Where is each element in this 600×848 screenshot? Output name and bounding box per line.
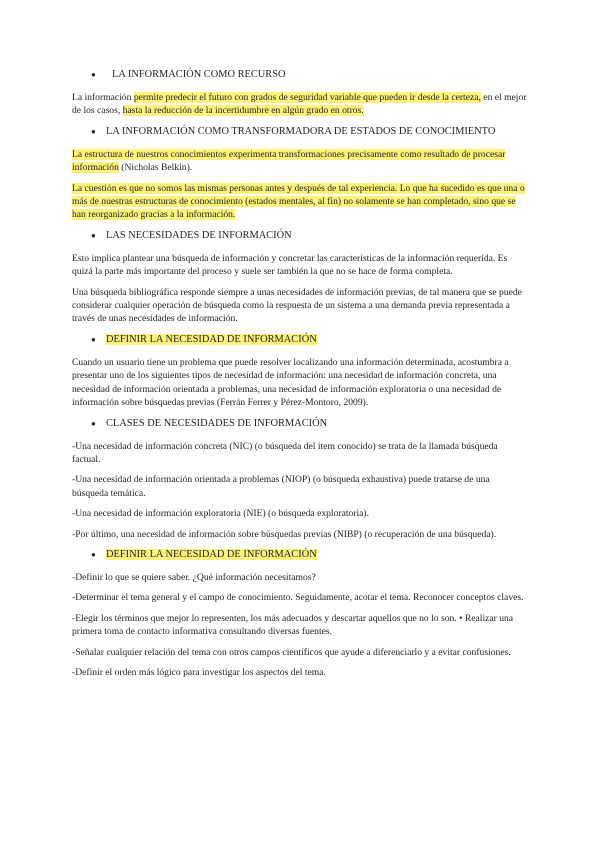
paragraph (72, 182, 528, 222)
paragraph (72, 440, 528, 467)
text-run: La información (72, 92, 134, 103)
paragraph (72, 356, 528, 410)
text-run: -Definir el orden más lógico para investigar los aspectos del tema. (72, 666, 326, 678)
section-heading-text: LA INFORMACIÓN COMO TRANSFORMADORA DE ESTADOS DE CONOCIMIENTO (106, 125, 496, 137)
text-run: -Una necesidad de información exploratoria (NIE) (o búsqueda exploratoria). (72, 508, 370, 520)
text-run: Cuando un usuario tiene un problema que puede resolver localizando una información determinada, acostumbra a presentar uno de los siguientes tipos de necesidad de información: una necesidad de información concreta, una necesidad de información orientada a problemas, una necesidad de información exploratoria o una necesidad de información sobre búsquedas previas (Ferrán Ferrer y Pérez-Montoro, 2009). (72, 356, 509, 409)
text-run: -Una necesidad de información orientada a problemas (NIOP) (o búsqueda exhaustiva) puede tratarse de una búsqueda temática. (72, 474, 490, 499)
section-heading (72, 417, 528, 431)
text-run: en el mejor de los casos, (72, 92, 527, 117)
bullet-icon: ● (91, 70, 96, 79)
section-heading-text: CLASES DE NECESIDADES DE INFORMACIÓN (106, 417, 328, 429)
highlighted-text: La estructura de nuestros conocimientos experimenta transformaciones precisamente como resultado de procesar información (72, 148, 506, 174)
section-heading (72, 548, 528, 562)
bullet-icon: ● (91, 126, 96, 136)
bullet-icon: ● (91, 230, 96, 240)
highlighted-text: La cuestión es que no somos las mismas personas antes y después de tal experiencia. Lo que ha sucedido es que una o más de nuestras estructuras de conocimiento (estados mentales, al fin) no solamente se han completado, sino que se han reorganizado gracias a la información. (72, 182, 525, 221)
text-run: (Nicholas Belkin). (118, 162, 193, 174)
paragraph (72, 507, 528, 520)
highlighted-text: hasta la reducción de la incertidumbre en algún grado en otros. (122, 105, 364, 117)
bullet-icon: ● (91, 549, 96, 559)
text-run: -Definir lo que se quiere saber. ¿Qué información necesitamos? (72, 571, 316, 583)
bullet-icon: ● (91, 418, 96, 428)
highlighted-text: permite predecir el futuro con grados de seguridad variable que pueden ir desde la certeza, (133, 92, 481, 103)
section-heading (72, 125, 528, 139)
paragraph (72, 612, 528, 639)
section-heading-text: DEFINIR LA NECESIDAD DE INFORMACIÓN (106, 333, 317, 345)
section-heading-text: LAS NECESIDADES DE INFORMACIÓN (106, 229, 292, 241)
paragraph (72, 666, 528, 679)
text-run: Una búsqueda bibliográfica responde siempre a unas necesidades de información previas, de tal manera que se puede considerar cualquier operación de búsqueda como la respuesta de un sistema a una demanda previa representada a través de unas necesidades de información. (72, 286, 522, 325)
paragraph (72, 591, 528, 604)
bullet-icon: ● (91, 334, 96, 344)
paragraph (72, 528, 528, 541)
paragraph (72, 252, 528, 279)
text-run: -Señalar cualquier relación del tema con otros campos científicos que ayude a diferenciarlo y a evitar confusiones. (72, 646, 511, 658)
text-run: Esto implica plantear una búsqueda de información y concretar las características de la información requerida. Es quizá la parte más importante del proceso y suele ser también la que no se hace de forma completa. (72, 252, 508, 278)
text-run: -Por último, una necesidad de información sobre búsquedas previas (NIBP) (o recuperación de una búsqueda). (72, 528, 497, 540)
text-run: -Elegir los términos que mejor lo representen, los más adecuados y descartar aquellos que no lo son. • Realizar una primera toma de contacto informativa consultando diversas fuentes. (72, 612, 514, 638)
section-heading-text: LA INFORMACIÓN COMO RECURSO (112, 69, 286, 80)
paragraph (72, 286, 528, 326)
text-run: -Una necesidad de información concreta (NIC) (o búsqueda del ítem conocido) se trata de la llamada búsqueda factual. (72, 440, 498, 465)
paragraph (72, 473, 528, 500)
section-heading (72, 68, 528, 82)
paragraph (72, 91, 528, 118)
section-heading (72, 333, 528, 347)
text-run: -Determinar el tema general y el campo de conocimiento. Seguidamente, acotar el tema. Reconocer conceptos claves. (72, 592, 524, 604)
paragraph (72, 148, 528, 175)
paragraph (72, 646, 528, 659)
paragraph (72, 571, 528, 584)
section-heading-text: DEFINIR LA NECESIDAD DE INFORMACIÓN (106, 548, 317, 560)
section-heading (72, 229, 528, 243)
